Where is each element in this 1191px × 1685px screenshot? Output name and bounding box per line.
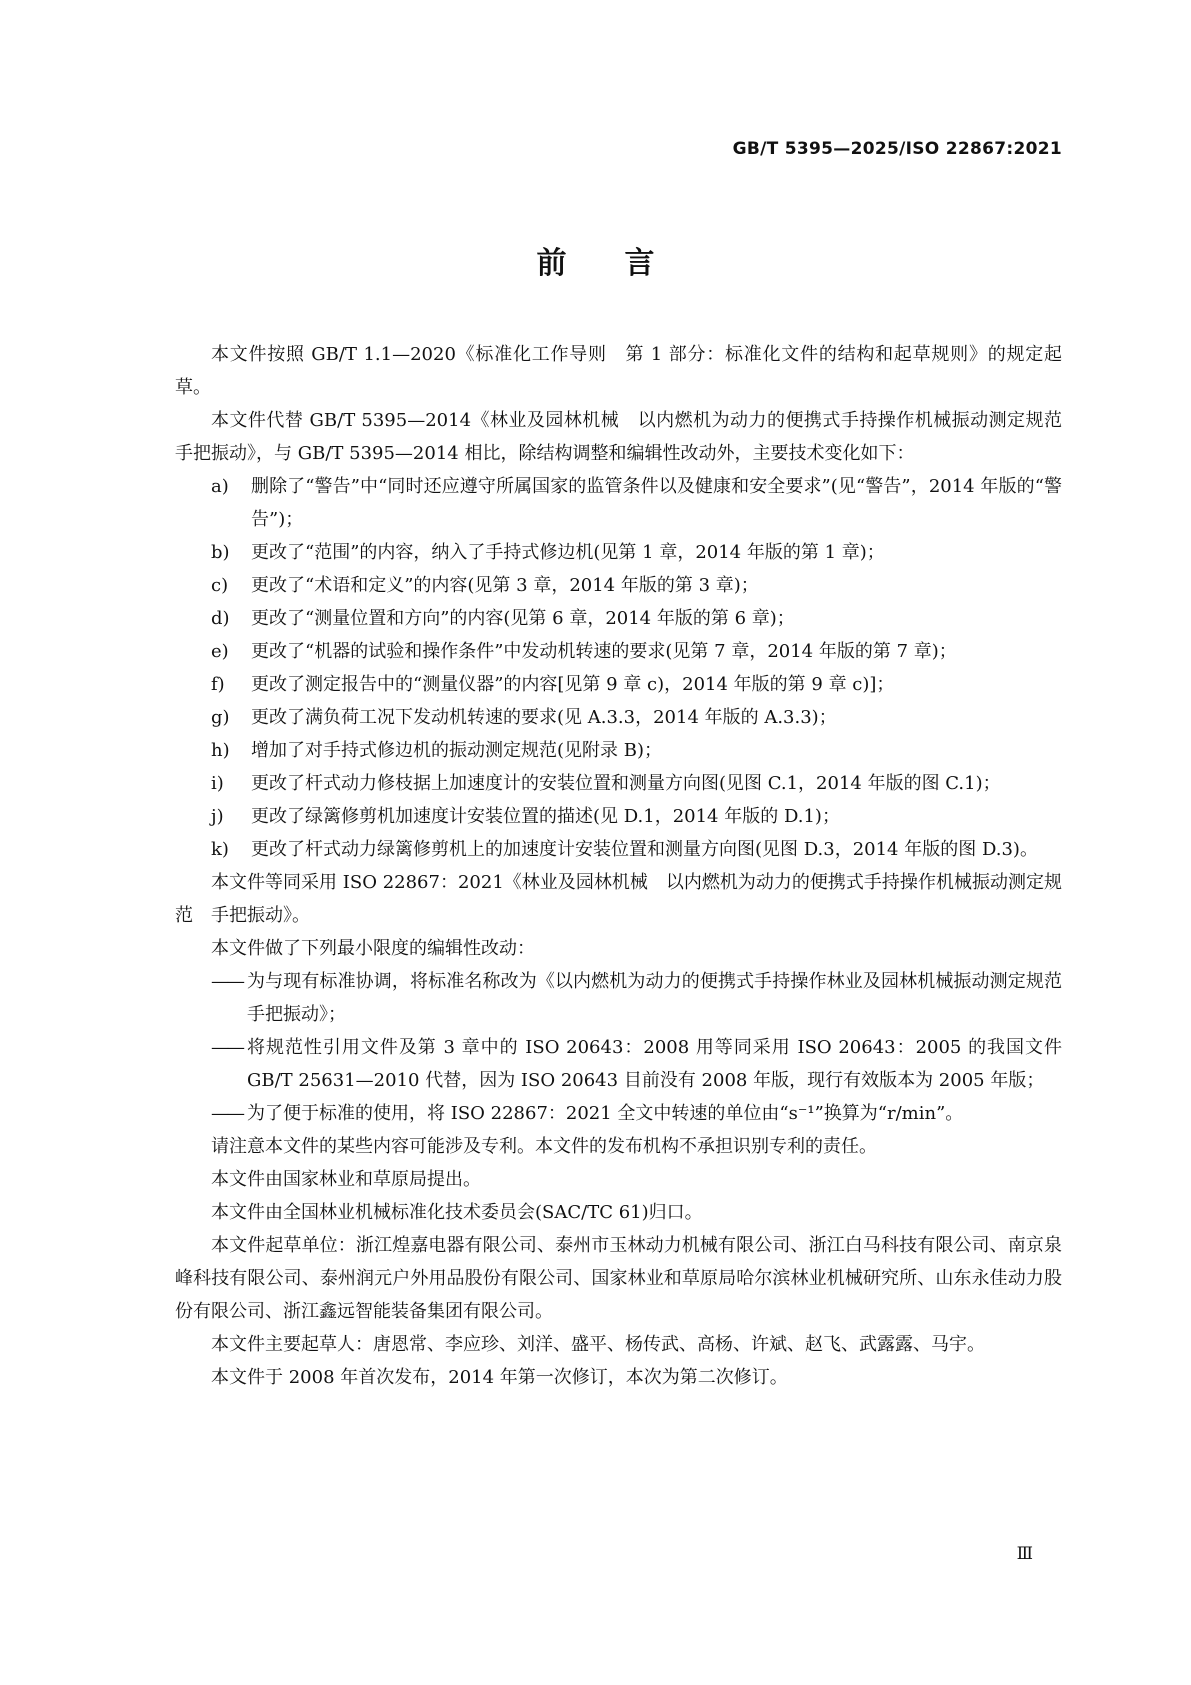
- paragraph-drafting-basis: 本文件按照 GB/T 1.1—2020《标准化工作导则 第 1 部分：标准化文件的结构和起草规则》的规定起草。: [175, 344, 1062, 398]
- list-item: [175, 701, 1062, 734]
- list-marker: k): [211, 839, 229, 860]
- list-marker: f): [211, 674, 225, 695]
- paragraph-editorial-intro: 本文件做了下列最小限度的编辑性改动：: [211, 938, 535, 959]
- list-item-text: 删除了“警告”中“同时还应遵守所属国家的监管条件以及健康和安全要求”(见“警告”，2014 年版的“警告”)；: [251, 476, 1062, 530]
- list-item-text: 为了便于标准的使用，将 ISO 22867：2021 全文中转速的单位由“s⁻¹”换算为“r/min”。: [247, 1103, 964, 1124]
- list-marker: c): [211, 575, 229, 596]
- list-item-text: 更改了杆式动力绿篱修剪机上的加速度计安装位置和测量方向图(见图 D.3，2014 年版的图 D.3)。: [251, 839, 1038, 860]
- list-item: [175, 602, 1062, 635]
- list-marker: a): [211, 476, 229, 497]
- preface-body: [175, 338, 1080, 1394]
- list-item-text: 增加了对手持式修边机的振动测定规范(见附录 B)；: [251, 740, 662, 761]
- list-item-text: 将规范性引用文件及第 3 章中的 ISO 20643：2008 用等同采用 ISO 20643：2005 的我国文件 GB/T 25631—2010 代替，因为 ISO 20643 目前没有 2008 年版，现行有效版本为 2005 年版；: [247, 1037, 1062, 1091]
- dash-marker: ——: [211, 1103, 243, 1124]
- paragraph-replacement: 本文件代替 GB/T 5395—2014《林业及园林机械 以内燃机为动力的便携式手持操作机械振动测定规范 手把振动》，与 GB/T 5395—2014 相比，除结构调整和编辑性改动外，主要技术变化如下：: [175, 410, 1080, 464]
- editorial-changes-list: [175, 965, 1080, 1130]
- list-item: [175, 536, 1062, 569]
- list-item-text: 更改了杆式动力修枝据上加速度计的安装位置和测量方向图(见图 C.1，2014 年版的图 C.1)；: [251, 773, 1001, 794]
- list-marker: g): [211, 707, 230, 728]
- list-item: [175, 635, 1062, 668]
- list-item: [175, 767, 1062, 800]
- list-marker: d): [211, 608, 230, 629]
- paragraph-patent-notice: 请注意本文件的某些内容可能涉及专利。本文件的发布机构不承担识别专利的责任。: [211, 1136, 877, 1157]
- dash-marker: ——: [211, 1037, 243, 1058]
- technical-changes-list: [175, 470, 1062, 866]
- list-item-text: 更改了“测量位置和方向”的内容(见第 6 章，2014 年版的第 6 章)；: [251, 608, 795, 629]
- list-item-text: 更改了“机器的试验和操作条件”中发动机转速的要求(见第 7 章，2014 年版的第 7 章)；: [251, 641, 957, 662]
- list-item-text: 更改了绿篱修剪机加速度计安装位置的描述(见 D.1，2014 年版的 D.1)；: [251, 806, 840, 827]
- list-marker: j): [211, 806, 224, 827]
- list-item-text: 更改了“范围”的内容，纳入了手持式修边机(见第 1 章，2014 年版的第 1 章)；: [251, 542, 885, 563]
- list-item: [175, 1031, 1062, 1097]
- list-item: [175, 1097, 1062, 1130]
- list-item: [175, 965, 1080, 1031]
- list-item-text: 更改了“术语和定义”的内容(见第 3 章，2014 年版的第 3 章)；: [251, 575, 759, 596]
- dash-marker: ——: [211, 971, 243, 992]
- list-item-text: 更改了满负荷工况下发动机转速的要求(见 A.3.3，2014 年版的 A.3.3)；: [251, 707, 837, 728]
- page-title: 前言: [536, 246, 713, 281]
- paragraph-equivalence: 本文件等同采用 ISO 22867：2021《林业及园林机械 以内燃机为动力的便携式手持操作机械振动测定规范 手把振动》。: [175, 872, 1062, 926]
- paragraph-history: 本文件于 2008 年首次发布，2014 年第一次修订，本次为第二次修订。: [211, 1367, 788, 1388]
- list-item: [175, 833, 1062, 866]
- page-number: Ⅲ: [1016, 1544, 1033, 1564]
- list-marker: e): [211, 641, 229, 662]
- paragraph-drafters: 本文件主要起草人：唐恩常、李应珍、刘洋、盛平、杨传武、高杨、许斌、赵飞、武露露、马宇。: [211, 1334, 985, 1355]
- list-item: [175, 800, 1062, 833]
- list-item-text: 更改了测定报告中的“测量仪器”的内容[见第 9 章 c)，2014 年版的第 9 章 c)]；: [251, 674, 895, 695]
- list-item-text: 为与现有标准协调，将标准名称改为《以内燃机为动力的便携式手持操作林业及园林机械振动测定规范 手把振动》；: [247, 971, 1080, 1025]
- paragraph-committee: 本文件由全国林业机械标准化技术委员会(SAC/TC 61)归口。: [211, 1202, 703, 1223]
- list-marker: i): [211, 773, 224, 794]
- standard-code: GB/T 5395—2025/ISO 22867:2021: [732, 139, 1062, 159]
- list-item: [175, 470, 1062, 536]
- list-item: [175, 668, 1062, 701]
- list-marker: h): [211, 740, 230, 761]
- list-marker: b): [211, 542, 230, 563]
- paragraph-drafting-units: 本文件起草单位：浙江煌嘉电器有限公司、泰州市玉林动力机械有限公司、浙江白马科技有限公司、南京泉峰科技有限公司、泰州润元户外用品股份有限公司、国家林业和草原局哈尔滨林业机械研究所、山东永佳动力股份有限公司、浙江鑫远智能装备集团有限公司。: [175, 1235, 1062, 1322]
- paragraph-proposer: 本文件由国家林业和草原局提出。: [211, 1169, 481, 1190]
- list-item: [175, 569, 1062, 602]
- list-item: [175, 734, 1062, 767]
